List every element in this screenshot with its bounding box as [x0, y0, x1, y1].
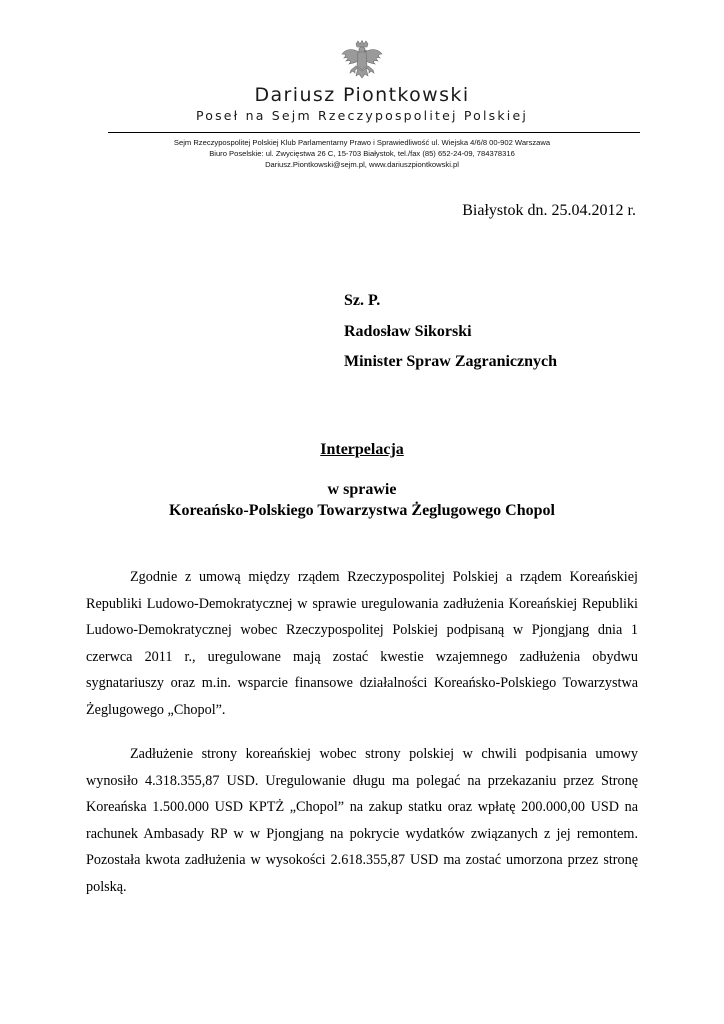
header-info-parliament: Sejm Rzeczypospolitej Polskiej Klub Parlamentarny Prawo i Sprawiedliwość ul. Wiejska 4/6/8 00-902 Warszawa	[173, 138, 551, 147]
subject-intro: w sprawie	[327, 481, 397, 498]
addressee-position: Minister Spraw Zagranicznych	[344, 353, 558, 370]
body-paragraph-2: Zadłużenie strony koreańskiej wobec strony polskiej w chwili podpisania umowy wynosiło 4.318.355,87 USD. Uregulowanie długu ma polegać na przekazaniu przez Stronę Koreańska 1.500.000 USD KPTŻ „Chopol” na zakup statku oraz wpłatę 200.000,00 USD na rachunek Ambasady RP w w Pjongjang na pokrycie wydatków związanych z jej remontem. Pozostała kwota zadłużenia w wysokości 2.618.355,87 USD ma zostać umorzona przez stronę polską.	[86, 746, 638, 895]
place-and-date: Białystok dn. 25.04.2012 r.	[462, 202, 636, 219]
header-info-contact[interactable]: Dariusz.Piontkowski@sejm.pl, www.dariuszpiontkowski.pl	[265, 160, 459, 169]
mp-name: Dariusz Piontkowski	[254, 84, 470, 106]
polish-eagle-emblem-icon	[340, 40, 384, 86]
addressee-salutation: Sz. P.	[344, 292, 381, 309]
addressee-name: Radosław Sikorski	[344, 323, 472, 340]
header-info-office: Biuro Poselskie: ul. Zwycięstwa 26 C, 15-703 Białystok, tel./fax (85) 652-24-09, 784378316	[209, 149, 515, 158]
document-title: Interpelacja	[320, 441, 404, 458]
subject-name: Koreańsko-Polskiego Towarzystwa Żeglugowego Chopol	[169, 502, 555, 519]
body-paragraph-1: Zgodnie z umową między rządem Rzeczypospolitej Polskiej a rządem Koreańskiej Republiki Ludowo-Demokratycznej w sprawie uregulowania zadłużenia Koreańskiej Republiki Ludowo-Demokratycznej wobec Rzeczypospolitej Polskiej podpisaną w Pjongjang dnia 1 czerwca 2011 r., uregulowane mają zostać kwestie wzajemnego zadłużenia obydwu sygnatariuszy oraz m.in. wsparcie finansowe działalności Koreańsko-Polskiego Towarzystwa Żeglugowego „Chopol”.	[86, 569, 638, 718]
header-divider	[108, 132, 640, 133]
mp-title: Poseł na Sejm Rzeczypospolitej Polskiej	[195, 108, 529, 123]
